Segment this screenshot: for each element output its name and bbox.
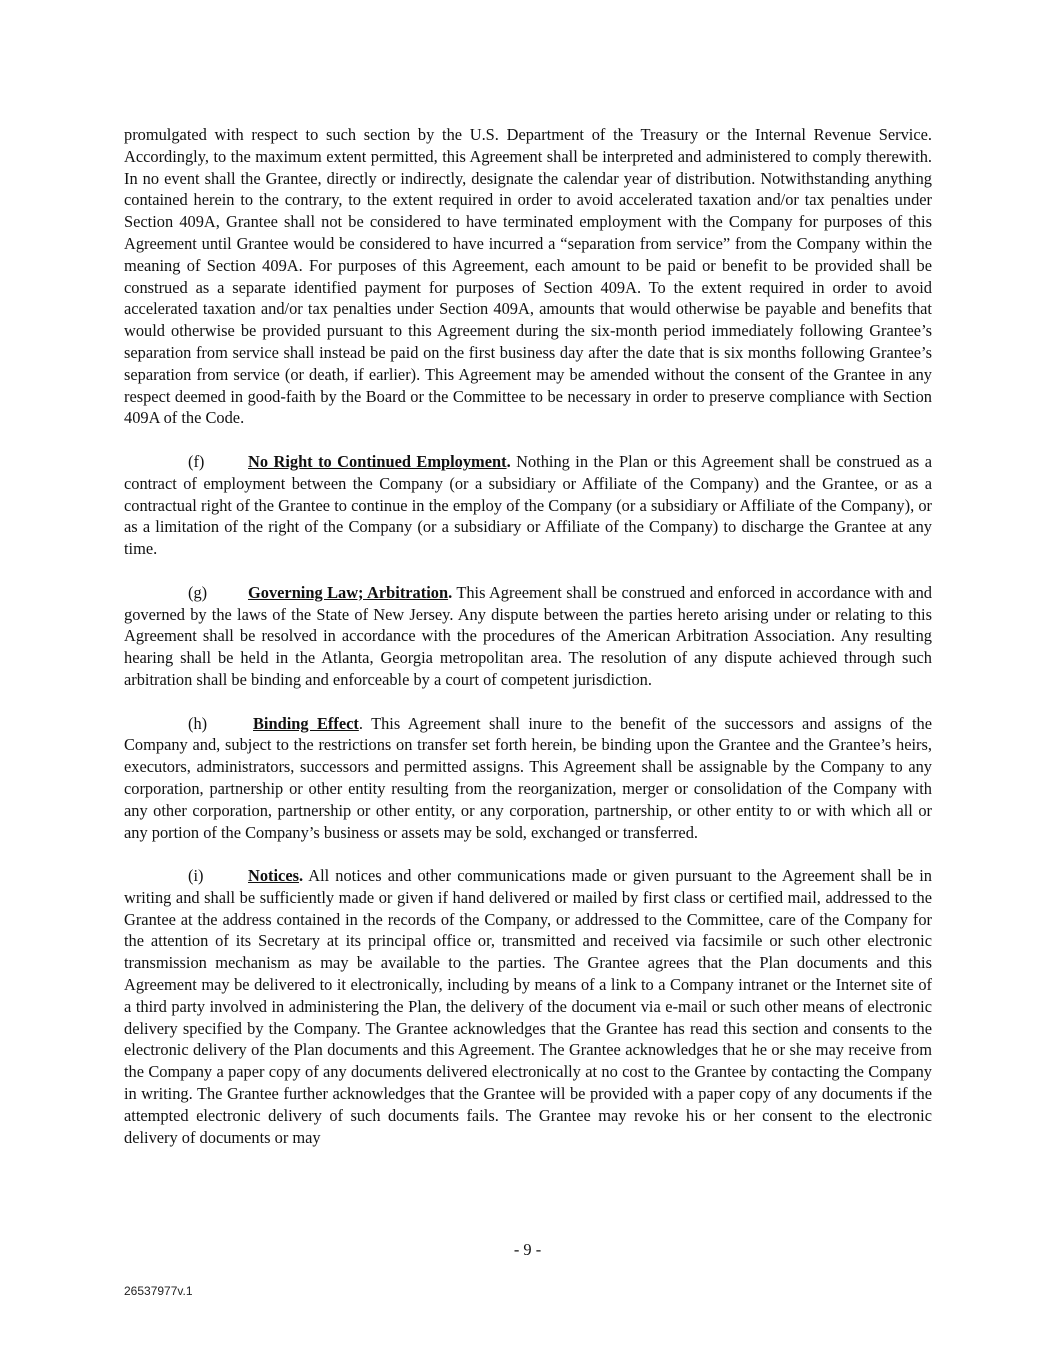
section-heading: Governing Law; Arbitration <box>248 582 449 602</box>
document-page <box>124 124 932 1148</box>
paragraph-continued: promulgated with respect to such section by the U.S. Department of the Treasury or the Internal Revenue Service. Accordingly, to the maximum extent permitted, this Agreement shall be interpreted and administered to comply therewith. In no event shall the Grantee, directly or indirectly, designate the calendar year of distribution. Notwithstanding anything contained herein to the contrary, to the extent required in order to avoid accelerated taxation and/or tax penalties under Section 409A, Grantee shall not be considered to have terminated employment with the Company for purposes of this Agreement until Grantee would be considered to have incurred a “separation from service” from the Company within the meaning of Section 409A. For purposes of this Agreement, each amount to be paid or benefit to be provided shall be construed as a separate identified payment for purposes of Section 409A. To the extent required in order to avoid accelerated taxation and/or tax penalties under Section 409A, amounts that would otherwise be payable and benefits that would otherwise be provided pursuant to this Agreement during the six-month period immediately following Grantee’s separation from service shall instead be paid on the first business day after the date that is six months following Grantee’s separation from service (or death, if earlier). This Agreement may be amended without the consent of the Grantee in any respect deemed in good-faith by the Board or the Committee to be necessary in order to preserve compliance with Section 409A of the Code. <box>124 125 932 428</box>
heading-punct: . <box>448 582 453 602</box>
section-f <box>124 451 932 560</box>
section-body: Nothing in the Plan or this Agreement shall be construed as a contract of employment between the Company (or a subsidiary or Affiliate of the Company) and the Grantee, or as a contractual right of the Grantee to continue in the employ of the Company (or a subsidiary or Affiliate of the Company), or as a limitation of the right of the Company (or a subsidiary or Affiliate of the Company) to discharge the Grantee at any time. <box>124 451 932 559</box>
section-body: All notices and other communications made or given pursuant to the Agreement shall be in writing and shall be sufficiently made or given if hand delivered or mailed by first class or certified mail, addressed to the Grantee at the address contained in the records of the Company, or addressed to the Committee, care of the Company for the attention of its Secretary at its principal office or, transmitted and received via facsimile or such other electronic transmission mechanism as may be available to the parties. The Grantee agrees that the Plan documents and this Agreement may be delivered to it electronically, including by means of a link to a Company intranet or the Internet site of a third party involved in administering the Plan, the delivery of the document via e-mail or such other means of electronic delivery specified by the Company. The Grantee acknowledges that the Grantee has read this section and consents to the electronic delivery of the Plan documents and this Agreement. The Grantee acknowledges that he or she may receive from the Company a paper copy of any documents delivered electronically at no cost to the Grantee by contacting the Company in writing. The Grantee further acknowledges that the Grantee will be provided with a paper copy of any documents if the attempted electronic delivery of such documents fails. The Grantee may revoke his or her consent to the electronic delivery of documents or may <box>124 866 932 1147</box>
section-heading: No Right to Continued Employment <box>248 451 507 471</box>
section-heading: Notices <box>248 866 299 886</box>
section-body: . This Agreement shall inure to the benefit of the successors and assigns of the Company and, subject to the restrictions on transfer set forth herein, be binding upon the Grantee and the Grantee’s heirs, executors, administrators, successors and permitted assigns. This Agreement shall be assignable by the Company to any corporation, partnership or other entity resulting from the reorganization, merger or consolidation of the Company with any other corporation, partnership or other entity, or any corporation, partnership, or other entity to or with which all or any portion of the Company’s business or assets may be sold, exchanged or transferred. <box>124 713 932 842</box>
section-number: (i) <box>188 866 204 886</box>
heading-punct: . <box>506 451 511 471</box>
section-h <box>124 713 932 844</box>
section-body: This Agreement shall be construed and enforced in accordance with and governed by the laws of the State of New Jersey. Any dispute between the parties hereto arising under or relating to this Agreement shall be resolved in accordance with the procedures of the American Arbitration Association. Any resulting hearing shall be held in the Atlanta, Georgia metropolitan area. The resolution of any dispute achieved through such arbitration shall be binding and enforceable by a court of competent jurisdiction. <box>124 582 932 689</box>
section-i <box>124 865 932 1148</box>
section-g <box>124 582 932 691</box>
document-id: 26537977v.1 <box>124 1284 193 1298</box>
heading-punct: . <box>298 866 304 886</box>
section-number: (h) <box>188 713 208 733</box>
section-number: (g) <box>188 582 208 602</box>
section-number: (f) <box>188 451 205 471</box>
page-number: - 9 - <box>513 1240 542 1259</box>
section-heading: Binding Effect <box>253 713 359 733</box>
